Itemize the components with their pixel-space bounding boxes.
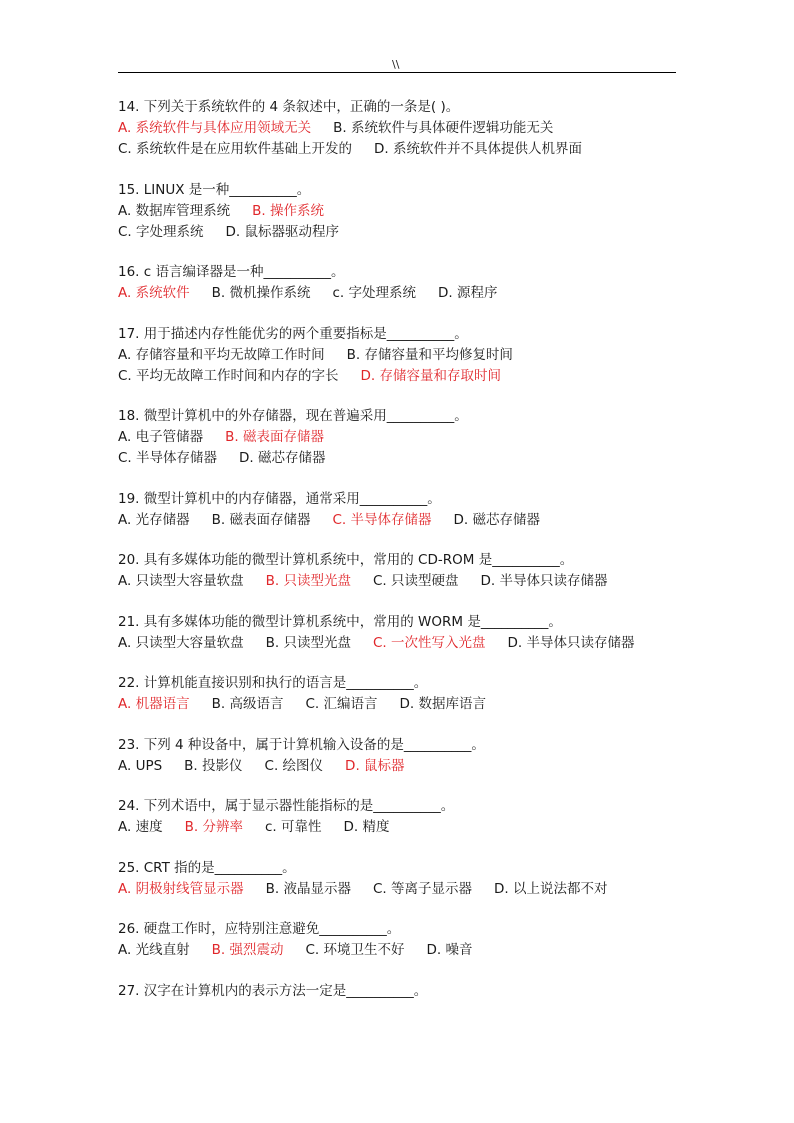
answer-option: D. 半导体只读存储器 bbox=[480, 573, 608, 589]
answer-option: C. 环境卫生不好 bbox=[305, 942, 405, 958]
answer-option: D. 鼠标器驱动程序 bbox=[225, 223, 339, 240]
option-row bbox=[118, 817, 678, 838]
answer-option: B. 微机操作系统 bbox=[211, 285, 311, 301]
answer-option: C. 等离子显示器 bbox=[372, 880, 472, 897]
question-stem: 15. LINUX 是一种__________。 bbox=[118, 181, 311, 198]
question-stem: 25. CRT 指的是__________。 bbox=[118, 859, 296, 876]
question-block bbox=[118, 858, 678, 900]
question-stem: 23. 下列 4 种设备中，属于计算机输入设备的是__________。 bbox=[118, 736, 485, 753]
answer-option: A. 存储容量和平均无故障工作时间 bbox=[118, 346, 325, 363]
answer-option: C. 系统软件是在应用软件基础上开发的 bbox=[118, 141, 353, 157]
question-block bbox=[118, 489, 678, 531]
option-row bbox=[118, 139, 678, 160]
answer-option: C. 字处理系统 bbox=[118, 223, 204, 240]
question-stem: 20. 具有多媒体功能的微型计算机系统中，常用的 CD-ROM 是__________。 bbox=[118, 552, 574, 568]
answer-option: c. 字处理系统 bbox=[332, 285, 416, 301]
question-list bbox=[118, 97, 678, 1021]
question-stem: 22. 计算机能直接识别和执行的语言是__________。 bbox=[118, 675, 428, 691]
correct-answer-option: B. 强烈震动 bbox=[211, 942, 284, 958]
answer-option: A. 电子管储器 bbox=[118, 429, 204, 445]
question-block bbox=[118, 550, 678, 592]
header-mark: \\ bbox=[392, 58, 400, 71]
answer-option: A. 只读型大容量软盘 bbox=[118, 573, 244, 589]
correct-answer-option: C. 一次性写入光盘 bbox=[372, 634, 486, 651]
question-stem: 24. 下列术语中，属于显示器性能指标的是__________。 bbox=[118, 798, 455, 814]
answer-option: B. 只读型光盘 bbox=[265, 634, 351, 651]
answer-option: B. 存储容量和平均修复时间 bbox=[346, 346, 513, 363]
answer-option: D. 噪音 bbox=[426, 942, 473, 958]
question-block bbox=[118, 406, 678, 469]
answer-option: D. 精度 bbox=[343, 819, 390, 835]
answer-option: A. 数据库管理系统 bbox=[118, 202, 231, 219]
answer-option: A. 只读型大容量软盘 bbox=[118, 634, 244, 651]
header-rule bbox=[118, 72, 676, 73]
option-row bbox=[118, 756, 678, 777]
correct-answer-option: D. 存储容量和存取时间 bbox=[360, 367, 501, 384]
correct-answer-option: A. 阴极射线管显示器 bbox=[118, 880, 244, 897]
option-row bbox=[118, 427, 678, 448]
answer-option: B. 高级语言 bbox=[211, 696, 284, 712]
answer-option: C. 半导体存储器 bbox=[118, 450, 218, 466]
question-stem: 27. 汉字在计算机内的表示方法一定是__________。 bbox=[118, 982, 428, 999]
answer-option: D. 系统软件并不具体提供人机界面 bbox=[374, 141, 582, 157]
correct-answer-option: A. 机器语言 bbox=[118, 696, 190, 712]
answer-option: c. 可靠性 bbox=[264, 819, 322, 835]
option-row bbox=[118, 366, 678, 387]
correct-answer-option: A. 系统软件 bbox=[118, 285, 190, 301]
option-row bbox=[118, 345, 678, 366]
option-row bbox=[118, 448, 678, 469]
answer-option: D. 半导体只读存储器 bbox=[507, 634, 635, 651]
option-row bbox=[118, 940, 678, 961]
option-row bbox=[118, 694, 678, 715]
option-row bbox=[118, 571, 678, 592]
question-block bbox=[118, 612, 678, 654]
answer-option: A. UPS bbox=[118, 757, 163, 774]
question-stem: 16. c 语言编译器是一种__________。 bbox=[118, 264, 345, 280]
answer-option: C. 平均无故障工作时间和内存的字长 bbox=[118, 367, 339, 384]
correct-answer-option: B. 分辨率 bbox=[184, 819, 243, 835]
correct-answer-option: B. 磁表面存储器 bbox=[225, 429, 324, 445]
answer-option: C. 绘图仪 bbox=[264, 757, 324, 774]
question-block bbox=[118, 735, 678, 777]
option-row bbox=[118, 222, 678, 243]
option-row bbox=[118, 118, 678, 139]
question-block bbox=[118, 796, 678, 838]
answer-option: A. 速度 bbox=[118, 819, 163, 835]
question-block bbox=[118, 919, 678, 961]
answer-option: B. 系统软件与具体硬件逻辑功能无关 bbox=[333, 120, 554, 136]
question-block bbox=[118, 981, 678, 1002]
question-stem: 21. 具有多媒体功能的微型计算机系统中，常用的 WORM 是__________。 bbox=[118, 613, 562, 630]
answer-option: B. 投影仪 bbox=[184, 757, 243, 774]
question-block bbox=[118, 262, 678, 304]
answer-option: D. 数据库语言 bbox=[399, 696, 486, 712]
option-row bbox=[118, 879, 678, 900]
correct-answer-option: D. 鼠标器 bbox=[345, 757, 405, 774]
answer-option: D. 源程序 bbox=[437, 285, 498, 301]
answer-option: D. 磁芯存储器 bbox=[239, 450, 326, 466]
answer-option: B. 液晶显示器 bbox=[265, 880, 351, 897]
question-block bbox=[118, 180, 678, 243]
question-stem: 17. 用于描述内存性能优劣的两个重要指标是__________。 bbox=[118, 325, 468, 342]
answer-option: C. 汇编语言 bbox=[305, 696, 378, 712]
question-stem: 18. 微型计算机中的外存储器，现在普遍采用__________。 bbox=[118, 408, 468, 424]
question-stem: 19. 微型计算机中的内存储器，通常采用__________。 bbox=[118, 490, 441, 507]
question-stem: 14. 下列关于系统软件的 4 条叙述中，正确的一条是( )。 bbox=[118, 99, 460, 115]
correct-answer-option: B. 操作系统 bbox=[252, 202, 324, 219]
question-stem: 26. 硬盘工作时，应特别注意避免__________。 bbox=[118, 921, 401, 937]
option-row bbox=[118, 633, 678, 654]
answer-option: A. 光线直射 bbox=[118, 942, 190, 958]
answer-option: D. 磁芯存储器 bbox=[453, 511, 540, 528]
answer-option: D. 以上说法都不对 bbox=[493, 880, 608, 897]
question-block bbox=[118, 324, 678, 387]
correct-answer-option: B. 只读型光盘 bbox=[265, 573, 351, 589]
answer-option: A. 光存储器 bbox=[118, 511, 190, 528]
question-block bbox=[118, 673, 678, 715]
answer-option: B. 磁表面存储器 bbox=[211, 511, 311, 528]
option-row bbox=[118, 283, 678, 304]
correct-answer-option: C. 半导体存储器 bbox=[332, 511, 432, 528]
option-row bbox=[118, 201, 678, 222]
option-row bbox=[118, 510, 678, 531]
question-block bbox=[118, 97, 678, 160]
answer-option: C. 只读型硬盘 bbox=[372, 573, 459, 589]
correct-answer-option: A. 系统软件与具体应用领域无关 bbox=[118, 120, 312, 136]
